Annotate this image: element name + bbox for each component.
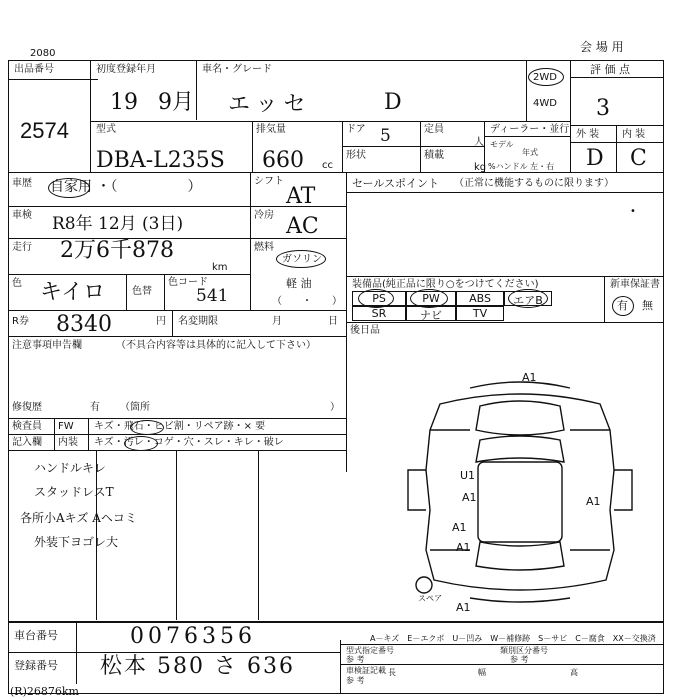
interior-notes-label: 内装 — [58, 437, 78, 448]
interior-value: C — [630, 146, 647, 171]
odometer-note: (R)26876km — [10, 685, 79, 698]
model-year-unit: 年式 — [522, 148, 538, 157]
mileage-value: 2万6千878 — [60, 238, 174, 263]
color-label: 色 — [12, 278, 22, 289]
roof — [478, 462, 562, 542]
fuel-gas: ガソリン — [282, 254, 322, 265]
equip-abs: ABS — [456, 291, 504, 306]
equip-airbag: エアB — [504, 291, 552, 306]
displacement-label: 排気量 — [256, 124, 286, 135]
aircon-label: 冷房 — [254, 210, 274, 221]
length-label: 長 — [388, 668, 396, 677]
damage-mark-right: A1 — [586, 495, 601, 508]
name-change-label: 名変期限 — [178, 316, 218, 327]
dealer-label: ディーラー・並行 — [490, 124, 570, 135]
first-reg-year: 19 — [110, 90, 138, 115]
seats-label: 定員 — [424, 124, 444, 135]
rear-bumper — [470, 598, 570, 602]
damage-mark-rear-left-2: A1 — [456, 541, 471, 554]
car-damage-diagram — [400, 370, 640, 610]
sales-point-label: セールスポイント — [352, 177, 440, 190]
notes-note: （不具合内容等は具体的に記入して下さい） — [116, 340, 316, 351]
equip-pw: PW — [406, 291, 456, 306]
ref-label-1: 参 考 — [346, 655, 365, 664]
interior-text: キズ・汚レ・コゲ・穴・スレ・キレ・破レ — [94, 437, 284, 448]
damage-mark-rear: A1 — [456, 601, 471, 614]
temp-label: 車検証記載 — [346, 666, 386, 675]
drive-4wd: 4WD — [533, 98, 557, 109]
load-unit: kg — [474, 162, 487, 173]
color-code-label: 色コード — [168, 277, 208, 288]
repair-location: （箇所 — [120, 402, 150, 413]
note-line-1: ハンドルキレ — [34, 461, 106, 475]
repaint-label: 色替 — [132, 286, 152, 297]
damage-mark-front: A1 — [522, 371, 537, 384]
mileage-label: 走行 — [12, 242, 32, 253]
body-label: 形状 — [346, 150, 366, 161]
fuel-diesel: 軽 油 — [286, 277, 312, 290]
equip-pw-circle — [410, 289, 448, 308]
sales-point-note: （正常に機能するものに限ります） — [454, 178, 614, 189]
equip-tv: TV — [456, 306, 504, 321]
displacement-unit: cc — [322, 160, 333, 171]
ref-label-3: 参 考 — [346, 676, 365, 685]
history-label: 車歴 — [12, 178, 32, 189]
color-code-value: 541 — [196, 286, 229, 306]
chassis-label: 車台番号 — [14, 629, 58, 642]
first-reg-label: 初度登録年月 — [96, 64, 156, 75]
exterior-value: D — [586, 146, 604, 171]
day-label: 日 — [328, 316, 338, 327]
height-label: 高 — [570, 668, 578, 677]
seats-unit: 人 — [474, 137, 484, 148]
fw-text: キズ・飛石・ヒビ割・リペア跡・× 要 — [94, 421, 266, 432]
model-label: 車名・グレード — [202, 64, 272, 75]
recycle-label: R券 — [12, 316, 29, 327]
damage-mark-u1: U1 — [460, 469, 476, 482]
fuel-paren: （ ・ ） — [272, 296, 342, 307]
interior-dirt-circle — [124, 436, 158, 451]
equip-ps: PS — [352, 291, 406, 306]
grade-score: 3 — [596, 96, 610, 121]
inspection-value: R8年 12月 (3日) — [52, 214, 184, 234]
chassis-value: 0076356 — [130, 624, 256, 649]
doors-value: 5 — [380, 126, 391, 146]
model-year-label: モデル — [490, 140, 514, 149]
history-circle — [48, 178, 90, 198]
history-value: 自家用 ・（ ） — [50, 179, 202, 195]
inspection-label: 車検 — [12, 210, 32, 221]
notes-label: 注意事項申告欄 — [12, 340, 82, 351]
handle-label: %ハンドル 左・右 — [488, 162, 555, 171]
front-bumper-top — [470, 382, 570, 388]
venue-label: 会 場 用 — [580, 40, 624, 54]
grade-score-label: 評 価 点 — [590, 63, 630, 76]
shift-label: シフト — [254, 176, 284, 187]
listing-no-label: 出品番号 — [14, 64, 54, 75]
first-reg-month: 9月 — [158, 90, 194, 115]
repair-label: 修復歴 — [12, 402, 42, 413]
listing-no: 2574 — [20, 118, 69, 143]
rear-window — [476, 542, 564, 570]
class-no-label: 類別区分番号 — [500, 646, 548, 655]
interior-label: 内 装 — [622, 129, 646, 140]
equip-ps-circle — [358, 289, 394, 308]
equip-sr: SR — [352, 306, 406, 321]
displacement-value: 660 — [262, 148, 304, 173]
load-label: 積載 — [424, 150, 444, 161]
model-grade: D — [384, 90, 402, 115]
month-label: 月 — [272, 316, 282, 327]
equip-navi: ナビ — [406, 306, 456, 321]
entry-label: 記入欄 — [12, 437, 42, 448]
damage-mark-left: A1 — [462, 491, 477, 504]
width-label: 幅 — [478, 668, 486, 677]
warranty-yes: 有 — [617, 299, 628, 312]
type-label: 型式 — [96, 124, 116, 135]
note-line-3: 各所小Aキズ Aヘコミ — [20, 511, 137, 525]
inspector-label: 検査員 — [12, 421, 42, 432]
mileage-unit: km — [212, 262, 228, 273]
fuel-label: 燃料 — [254, 242, 274, 253]
color-value: キイロ — [40, 280, 106, 305]
fw-label: FW — [58, 421, 74, 432]
shift-value: AT — [286, 184, 316, 209]
model-class-label: 型式指定番号 — [346, 646, 394, 655]
warranty-label: 新車保証書 — [610, 279, 660, 290]
repair-close: ） — [330, 402, 340, 413]
recycle-value: 8340 — [56, 312, 112, 337]
plate-label: 登録番号 — [14, 659, 58, 672]
repair-value: 有 — [90, 402, 100, 413]
recycle-unit: 円 — [156, 316, 166, 327]
note-line-2: スタッドレスT — [34, 485, 114, 499]
fw-stone-circle — [130, 420, 164, 435]
damage-legend: A－キズ E－エクボ U－凹み W－補修跡 S－サビ C－腐食 XX－交換済 — [370, 634, 656, 643]
aircon-value: AC — [286, 214, 319, 239]
model-name: エッセ — [228, 92, 312, 117]
left-side — [408, 470, 426, 510]
equip-airbag-circle — [508, 289, 548, 308]
doors-label: ドア — [346, 124, 366, 135]
note-line-4: 外装下ヨゴレ大 — [34, 535, 119, 549]
sales-point-mark: • — [630, 206, 636, 217]
arrival-label: 後日品 — [350, 325, 380, 336]
sheet-code: 2080 — [30, 48, 56, 59]
warranty-no: 無 — [642, 299, 653, 312]
car-outline — [426, 394, 614, 590]
spare-tire — [416, 577, 432, 593]
hood — [476, 401, 564, 435]
exterior-label: 外 装 — [576, 129, 600, 140]
drive-2wd: 2WD — [533, 72, 557, 83]
ref-label-2: 参 考 — [510, 655, 529, 664]
right-side — [614, 470, 632, 510]
type-value: DBA-L235S — [96, 148, 225, 173]
plate-value: 松本 580 さ 636 — [100, 654, 295, 679]
windshield — [476, 436, 564, 462]
damage-mark-rear-left: A1 — [452, 521, 467, 534]
equipment-label: 装備品(純正品に限り○をつけてください) — [352, 279, 539, 290]
spare-label: スペア — [418, 594, 442, 603]
